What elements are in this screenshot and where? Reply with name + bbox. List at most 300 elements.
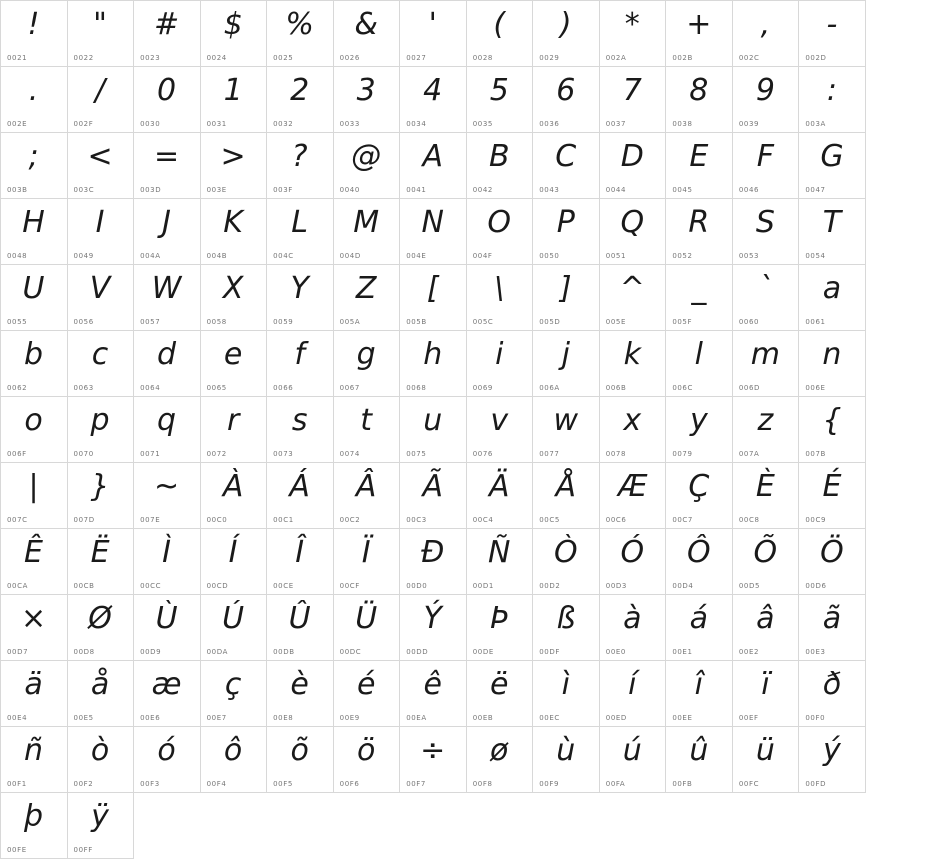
glyph-cell[interactable] (599, 529, 666, 595)
glyph-character: 6 (556, 73, 576, 108)
glyph-cell[interactable] (666, 595, 733, 661)
glyph-codepoint: 0036 (539, 120, 560, 128)
glyph-codepoint: 007E (140, 516, 161, 524)
glyph-codepoint: 0050 (539, 252, 560, 260)
glyph-cell[interactable] (799, 529, 866, 595)
glyph-cell[interactable] (333, 67, 400, 133)
glyph-row (1, 67, 866, 133)
glyph-cell[interactable] (666, 331, 733, 397)
glyph-codepoint: 00F1 (7, 780, 27, 788)
glyph-cell[interactable] (267, 661, 334, 727)
glyph-character: Á (289, 469, 311, 504)
glyph-codepoint: 00E1 (672, 648, 693, 656)
glyph-cell[interactable] (533, 331, 600, 397)
glyph-cell[interactable] (533, 595, 600, 661)
glyph-cell[interactable] (200, 727, 267, 793)
glyph-cell[interactable] (466, 331, 533, 397)
glyph-cell[interactable] (200, 199, 267, 265)
glyph-cell[interactable] (67, 133, 134, 199)
glyph-cell[interactable] (333, 133, 400, 199)
glyph-codepoint: 0039 (738, 120, 760, 128)
glyph-codepoint: 0032 (273, 120, 294, 128)
glyph-cell[interactable] (67, 199, 134, 265)
glyph-codepoint: 00E6 (140, 714, 161, 722)
glyph-cell[interactable] (533, 727, 600, 793)
glyph-character: ç (224, 667, 242, 702)
glyph-cell[interactable] (267, 331, 334, 397)
glyph-character: h (423, 337, 443, 372)
glyph-cell[interactable] (267, 133, 334, 199)
glyph-character: þ (23, 799, 44, 834)
glyph-character: W (151, 271, 182, 306)
glyph-character: i (495, 337, 504, 372)
glyph-cell[interactable] (267, 1, 334, 67)
glyph-character: 7 (622, 73, 643, 108)
glyph-cell-empty (732, 793, 799, 859)
glyph-codepoint: 00EF (738, 714, 759, 722)
glyph-cell[interactable] (599, 1, 666, 67)
glyph-cell[interactable] (732, 463, 799, 529)
glyph-cell[interactable] (1, 133, 68, 199)
glyph-codepoint: 0061 (805, 318, 826, 326)
glyph-character: ô (223, 733, 243, 768)
glyph-cell[interactable] (1, 67, 68, 133)
glyph-cell[interactable] (67, 397, 134, 463)
glyph-row (1, 529, 866, 595)
glyph-character: ~ (154, 469, 180, 504)
glyph-codepoint: 00C4 (472, 516, 494, 524)
glyph-character: Ö (820, 535, 845, 570)
glyph-character: - (826, 7, 838, 42)
glyph-cell[interactable] (466, 1, 533, 67)
glyph-cell[interactable] (799, 727, 866, 793)
glyph-codepoint: 00DD (406, 648, 429, 656)
glyph-cell[interactable] (1, 265, 68, 331)
glyph-codepoint: 00DB (273, 648, 295, 656)
glyph-cell[interactable] (134, 727, 201, 793)
glyph-cell[interactable] (666, 265, 733, 331)
glyph-codepoint: 00E5 (73, 714, 94, 722)
glyph-codepoint: 00DA (206, 648, 228, 656)
glyph-character: æ (151, 667, 182, 702)
glyph-cell[interactable] (333, 331, 400, 397)
glyph-character: t (360, 403, 373, 438)
glyph-codepoint: 004D (339, 252, 361, 260)
glyph-character: ä (24, 667, 44, 702)
glyph-cell[interactable] (333, 1, 400, 67)
glyph-cell[interactable] (666, 199, 733, 265)
glyph-codepoint: 0048 (7, 252, 28, 260)
glyph-character: { (822, 403, 842, 438)
glyph-cell[interactable] (533, 265, 600, 331)
glyph-cell[interactable] (1, 1, 68, 67)
glyph-cell-empty (466, 793, 533, 859)
glyph-cell[interactable] (134, 133, 201, 199)
glyph-character: # (154, 7, 180, 42)
glyph-cell[interactable] (333, 463, 400, 529)
glyph-cell[interactable] (1, 793, 68, 859)
glyph-character: å (90, 667, 110, 702)
glyph-cell[interactable] (666, 1, 733, 67)
glyph-character: & (354, 7, 379, 42)
glyph-character: s (291, 403, 308, 438)
glyph-cell[interactable] (466, 661, 533, 727)
glyph-character: Ý (423, 601, 443, 636)
glyph-character: ø (490, 733, 509, 768)
glyph-cell[interactable] (799, 133, 866, 199)
glyph-codepoint: 0030 (140, 120, 161, 128)
glyph-cell[interactable] (599, 67, 666, 133)
glyph-codepoint: 00D0 (406, 582, 428, 590)
glyph-character: 8 (689, 73, 709, 108)
glyph-codepoint: 003A (805, 120, 826, 128)
glyph-cell[interactable] (400, 265, 467, 331)
glyph-cell[interactable] (1, 661, 68, 727)
glyph-character: / (94, 73, 106, 108)
glyph-codepoint: 00F3 (140, 780, 160, 788)
glyph-codepoint: 005B (406, 318, 427, 326)
glyph-cell[interactable] (599, 595, 666, 661)
glyph-character: _ (691, 271, 707, 306)
glyph-cell[interactable] (732, 397, 799, 463)
glyph-character: ã (822, 601, 842, 636)
glyph-codepoint: 0072 (206, 450, 227, 458)
glyph-cell[interactable] (732, 1, 799, 67)
glyph-character: É (822, 469, 842, 504)
glyph-character: Í (228, 535, 239, 570)
glyph-codepoint: 0054 (805, 252, 826, 260)
glyph-cell[interactable] (134, 199, 201, 265)
glyph-cell[interactable] (1, 199, 68, 265)
glyph-cell[interactable] (466, 67, 533, 133)
glyph-codepoint: 00E9 (339, 714, 360, 722)
glyph-codepoint: 0077 (539, 450, 560, 458)
glyph-cell[interactable] (267, 595, 334, 661)
glyph-cell[interactable] (599, 397, 666, 463)
glyph-character: Ê (24, 535, 44, 570)
glyph-codepoint: 00DF (539, 648, 560, 656)
glyph-cell[interactable] (333, 199, 400, 265)
glyph-character: Ç (688, 469, 710, 504)
glyph-character: î (694, 667, 704, 702)
glyph-cell[interactable] (400, 133, 467, 199)
glyph-cell[interactable] (533, 397, 600, 463)
glyph-cell[interactable] (533, 661, 600, 727)
glyph-character: A (422, 139, 444, 174)
glyph-character: Æ (617, 469, 648, 504)
glyph-character: ý (823, 733, 842, 768)
glyph-cell[interactable] (200, 529, 267, 595)
glyph-cell[interactable] (666, 661, 733, 727)
glyph-codepoint: 00F2 (73, 780, 94, 788)
glyph-cell[interactable] (67, 661, 134, 727)
glyph-cell[interactable] (732, 529, 799, 595)
glyph-cell[interactable] (599, 727, 666, 793)
glyph-cell[interactable] (400, 463, 467, 529)
glyph-character: m (750, 337, 781, 372)
glyph-character: u (423, 403, 443, 438)
glyph-character: Y (290, 271, 310, 306)
glyph-cell[interactable] (134, 331, 201, 397)
glyph-character: á (689, 601, 709, 636)
glyph-cell[interactable] (466, 595, 533, 661)
glyph-character: + (686, 7, 712, 42)
glyph-codepoint: 0047 (805, 186, 826, 194)
glyph-codepoint: 005E (605, 318, 626, 326)
glyph-character: = (154, 139, 180, 174)
glyph-cell[interactable] (799, 661, 866, 727)
glyph-codepoint: 0031 (206, 120, 227, 128)
glyph-codepoint: 00EC (539, 714, 560, 722)
glyph-cell[interactable] (400, 1, 467, 67)
glyph-cell[interactable] (599, 133, 666, 199)
glyph-cell[interactable] (799, 595, 866, 661)
glyph-row (1, 133, 866, 199)
glyph-cell[interactable] (666, 727, 733, 793)
glyph-codepoint: 004F (472, 252, 493, 260)
glyph-cell[interactable] (732, 595, 799, 661)
glyph-character: l (694, 337, 704, 372)
glyph-cell[interactable] (666, 463, 733, 529)
glyph-cell[interactable] (67, 595, 134, 661)
glyph-cell-empty (134, 793, 201, 859)
glyph-cell[interactable] (666, 133, 733, 199)
glyph-cell[interactable] (666, 529, 733, 595)
glyph-cell[interactable] (533, 133, 600, 199)
glyph-cell[interactable] (400, 397, 467, 463)
glyph-cell[interactable] (599, 331, 666, 397)
glyph-cell[interactable] (400, 331, 467, 397)
glyph-codepoint: 0027 (406, 54, 427, 62)
glyph-cell[interactable] (533, 529, 600, 595)
glyph-cell[interactable] (533, 67, 600, 133)
glyph-codepoint: 00D1 (472, 582, 494, 590)
glyph-cell[interactable] (466, 463, 533, 529)
glyph-character: ^ (619, 271, 646, 306)
glyph-cell[interactable] (200, 1, 267, 67)
glyph-character: Å (555, 469, 577, 504)
glyph-character: Ó (620, 535, 645, 570)
glyph-row (1, 793, 866, 859)
glyph-character: Ú (222, 601, 245, 636)
glyph-character: 5 (489, 73, 510, 108)
glyph-character: [ (426, 271, 440, 306)
glyph-cell[interactable] (732, 331, 799, 397)
glyph-codepoint: 00ED (605, 714, 627, 722)
glyph-cell[interactable] (134, 67, 201, 133)
glyph-cell[interactable] (466, 199, 533, 265)
glyph-cell[interactable] (333, 265, 400, 331)
glyph-cell[interactable] (599, 265, 666, 331)
glyph-row (1, 1, 866, 67)
glyph-cell[interactable] (466, 265, 533, 331)
glyph-codepoint: 007B (805, 450, 826, 458)
glyph-cell-empty (267, 793, 334, 859)
glyph-cell[interactable] (267, 265, 334, 331)
glyph-cell[interactable] (200, 265, 267, 331)
glyph-cell[interactable] (200, 67, 267, 133)
glyph-cell[interactable] (333, 595, 400, 661)
glyph-cell[interactable] (732, 133, 799, 199)
glyph-cell[interactable] (333, 727, 400, 793)
glyph-codepoint: 00D2 (539, 582, 561, 590)
glyph-cell[interactable] (267, 199, 334, 265)
glyph-cell[interactable] (1, 529, 68, 595)
glyph-cell[interactable] (466, 727, 533, 793)
glyph-cell-empty (666, 793, 733, 859)
glyph-cell[interactable] (67, 331, 134, 397)
glyph-character: B (488, 139, 511, 174)
glyph-character: ] (559, 271, 573, 306)
glyph-character: ó (157, 733, 177, 768)
glyph-character: N (421, 205, 445, 240)
glyph-codepoint: 00C8 (738, 516, 760, 524)
glyph-cell[interactable] (67, 1, 134, 67)
glyph-cell[interactable] (732, 67, 799, 133)
glyph-character: } (90, 469, 111, 504)
glyph-cell[interactable] (599, 661, 666, 727)
glyph-cell[interactable] (732, 661, 799, 727)
glyph-character: D (620, 139, 645, 174)
glyph-cell[interactable] (1, 397, 68, 463)
glyph-character: Õ (753, 535, 778, 570)
glyph-character: \ (494, 271, 505, 306)
glyph-codepoint: 0071 (140, 450, 161, 458)
glyph-codepoint: 00DE (472, 648, 494, 656)
glyph-cell[interactable] (267, 67, 334, 133)
glyph-codepoint: 00E7 (206, 714, 227, 722)
glyph-cell[interactable] (400, 199, 467, 265)
glyph-character: 2 (290, 73, 310, 108)
glyph-codepoint: 00CD (206, 582, 229, 590)
glyph-cell[interactable] (134, 1, 201, 67)
glyph-character: ê (423, 667, 443, 702)
glyph-cell[interactable] (200, 331, 267, 397)
glyph-cell[interactable] (666, 67, 733, 133)
glyph-cell[interactable] (400, 727, 467, 793)
glyph-cell[interactable] (134, 397, 201, 463)
glyph-cell[interactable] (67, 529, 134, 595)
glyph-codepoint: 005C (472, 318, 494, 326)
glyph-cell[interactable] (333, 529, 400, 595)
glyph-cell[interactable] (134, 529, 201, 595)
glyph-cell[interactable] (466, 529, 533, 595)
glyph-cell[interactable] (799, 67, 866, 133)
glyph-codepoint: 00C2 (339, 516, 361, 524)
glyph-cell[interactable] (67, 265, 134, 331)
glyph-cell[interactable] (466, 397, 533, 463)
glyph-character: E (689, 139, 709, 174)
glyph-cell[interactable] (1, 727, 68, 793)
glyph-codepoint: 00F4 (206, 780, 227, 788)
glyph-cell[interactable] (200, 133, 267, 199)
glyph-cell[interactable] (333, 397, 400, 463)
glyph-cell[interactable] (799, 331, 866, 397)
glyph-character: Ä (488, 469, 510, 504)
glyph-codepoint: 0056 (73, 318, 94, 326)
glyph-codepoint: 002A (605, 54, 627, 62)
glyph-cell[interactable] (200, 397, 267, 463)
glyph-cell[interactable] (200, 463, 267, 529)
glyph-cell[interactable] (466, 133, 533, 199)
glyph-cell[interactable] (400, 67, 467, 133)
glyph-codepoint: 003D (140, 186, 162, 194)
glyph-cell[interactable] (799, 397, 866, 463)
glyph-cell[interactable] (267, 529, 334, 595)
glyph-cell[interactable] (67, 67, 134, 133)
glyph-cell[interactable] (267, 397, 334, 463)
glyph-character: é (356, 667, 376, 702)
glyph-cell[interactable] (267, 463, 334, 529)
glyph-row (1, 463, 866, 529)
glyph-character: 1 (223, 73, 244, 108)
glyph-codepoint: 0043 (539, 186, 560, 194)
glyph-cell[interactable] (267, 727, 334, 793)
glyph-cell[interactable] (599, 463, 666, 529)
glyph-cell-empty (799, 793, 866, 859)
glyph-cell[interactable] (134, 661, 201, 727)
glyph-cell[interactable] (400, 595, 467, 661)
glyph-cell[interactable] (333, 661, 400, 727)
glyph-cell[interactable] (400, 661, 467, 727)
glyph-cell[interactable] (799, 199, 866, 265)
glyph-codepoint: 0021 (7, 54, 28, 62)
glyph-cell[interactable] (134, 463, 201, 529)
glyph-cell[interactable] (67, 793, 134, 859)
glyph-cell[interactable] (67, 727, 134, 793)
glyph-codepoint: 00CC (140, 582, 162, 590)
glyph-cell[interactable] (533, 199, 600, 265)
glyph-character: U (22, 271, 45, 306)
glyph-cell[interactable] (1, 463, 68, 529)
glyph-character: L (291, 205, 309, 240)
glyph-codepoint: 00F5 (273, 780, 293, 788)
glyph-cell[interactable] (533, 463, 600, 529)
glyph-character: Ò (553, 535, 579, 570)
glyph-character: b (23, 337, 44, 372)
glyph-cell[interactable] (799, 463, 866, 529)
glyph-codepoint: 00FF (73, 846, 93, 854)
glyph-cell[interactable] (599, 199, 666, 265)
glyph-cell[interactable] (400, 529, 467, 595)
glyph-codepoint: 00DC (339, 648, 362, 656)
glyph-cell[interactable] (1, 331, 68, 397)
glyph-cell[interactable] (200, 595, 267, 661)
glyph-cell[interactable] (1, 595, 68, 661)
glyph-codepoint: 0051 (605, 252, 626, 260)
glyph-cell[interactable] (732, 199, 799, 265)
glyph-cell[interactable] (799, 265, 866, 331)
glyph-cell[interactable] (134, 595, 201, 661)
glyph-character: è (290, 667, 310, 702)
glyph-cell[interactable] (134, 265, 201, 331)
glyph-codepoint: 0033 (339, 120, 360, 128)
glyph-codepoint: 003B (7, 186, 28, 194)
glyph-cell[interactable] (799, 1, 866, 67)
glyph-codepoint: 004B (206, 252, 228, 260)
glyph-character: p (90, 403, 111, 438)
glyph-cell[interactable] (67, 463, 134, 529)
glyph-codepoint: 0069 (472, 384, 493, 392)
glyph-cell[interactable] (666, 397, 733, 463)
glyph-character: Ã (422, 469, 444, 504)
glyph-cell[interactable] (200, 661, 267, 727)
glyph-cell[interactable] (732, 265, 799, 331)
glyph-cell[interactable] (533, 1, 600, 67)
glyph-character: û (689, 733, 709, 768)
glyph-cell[interactable] (732, 727, 799, 793)
glyph-codepoint: 0075 (406, 450, 427, 458)
